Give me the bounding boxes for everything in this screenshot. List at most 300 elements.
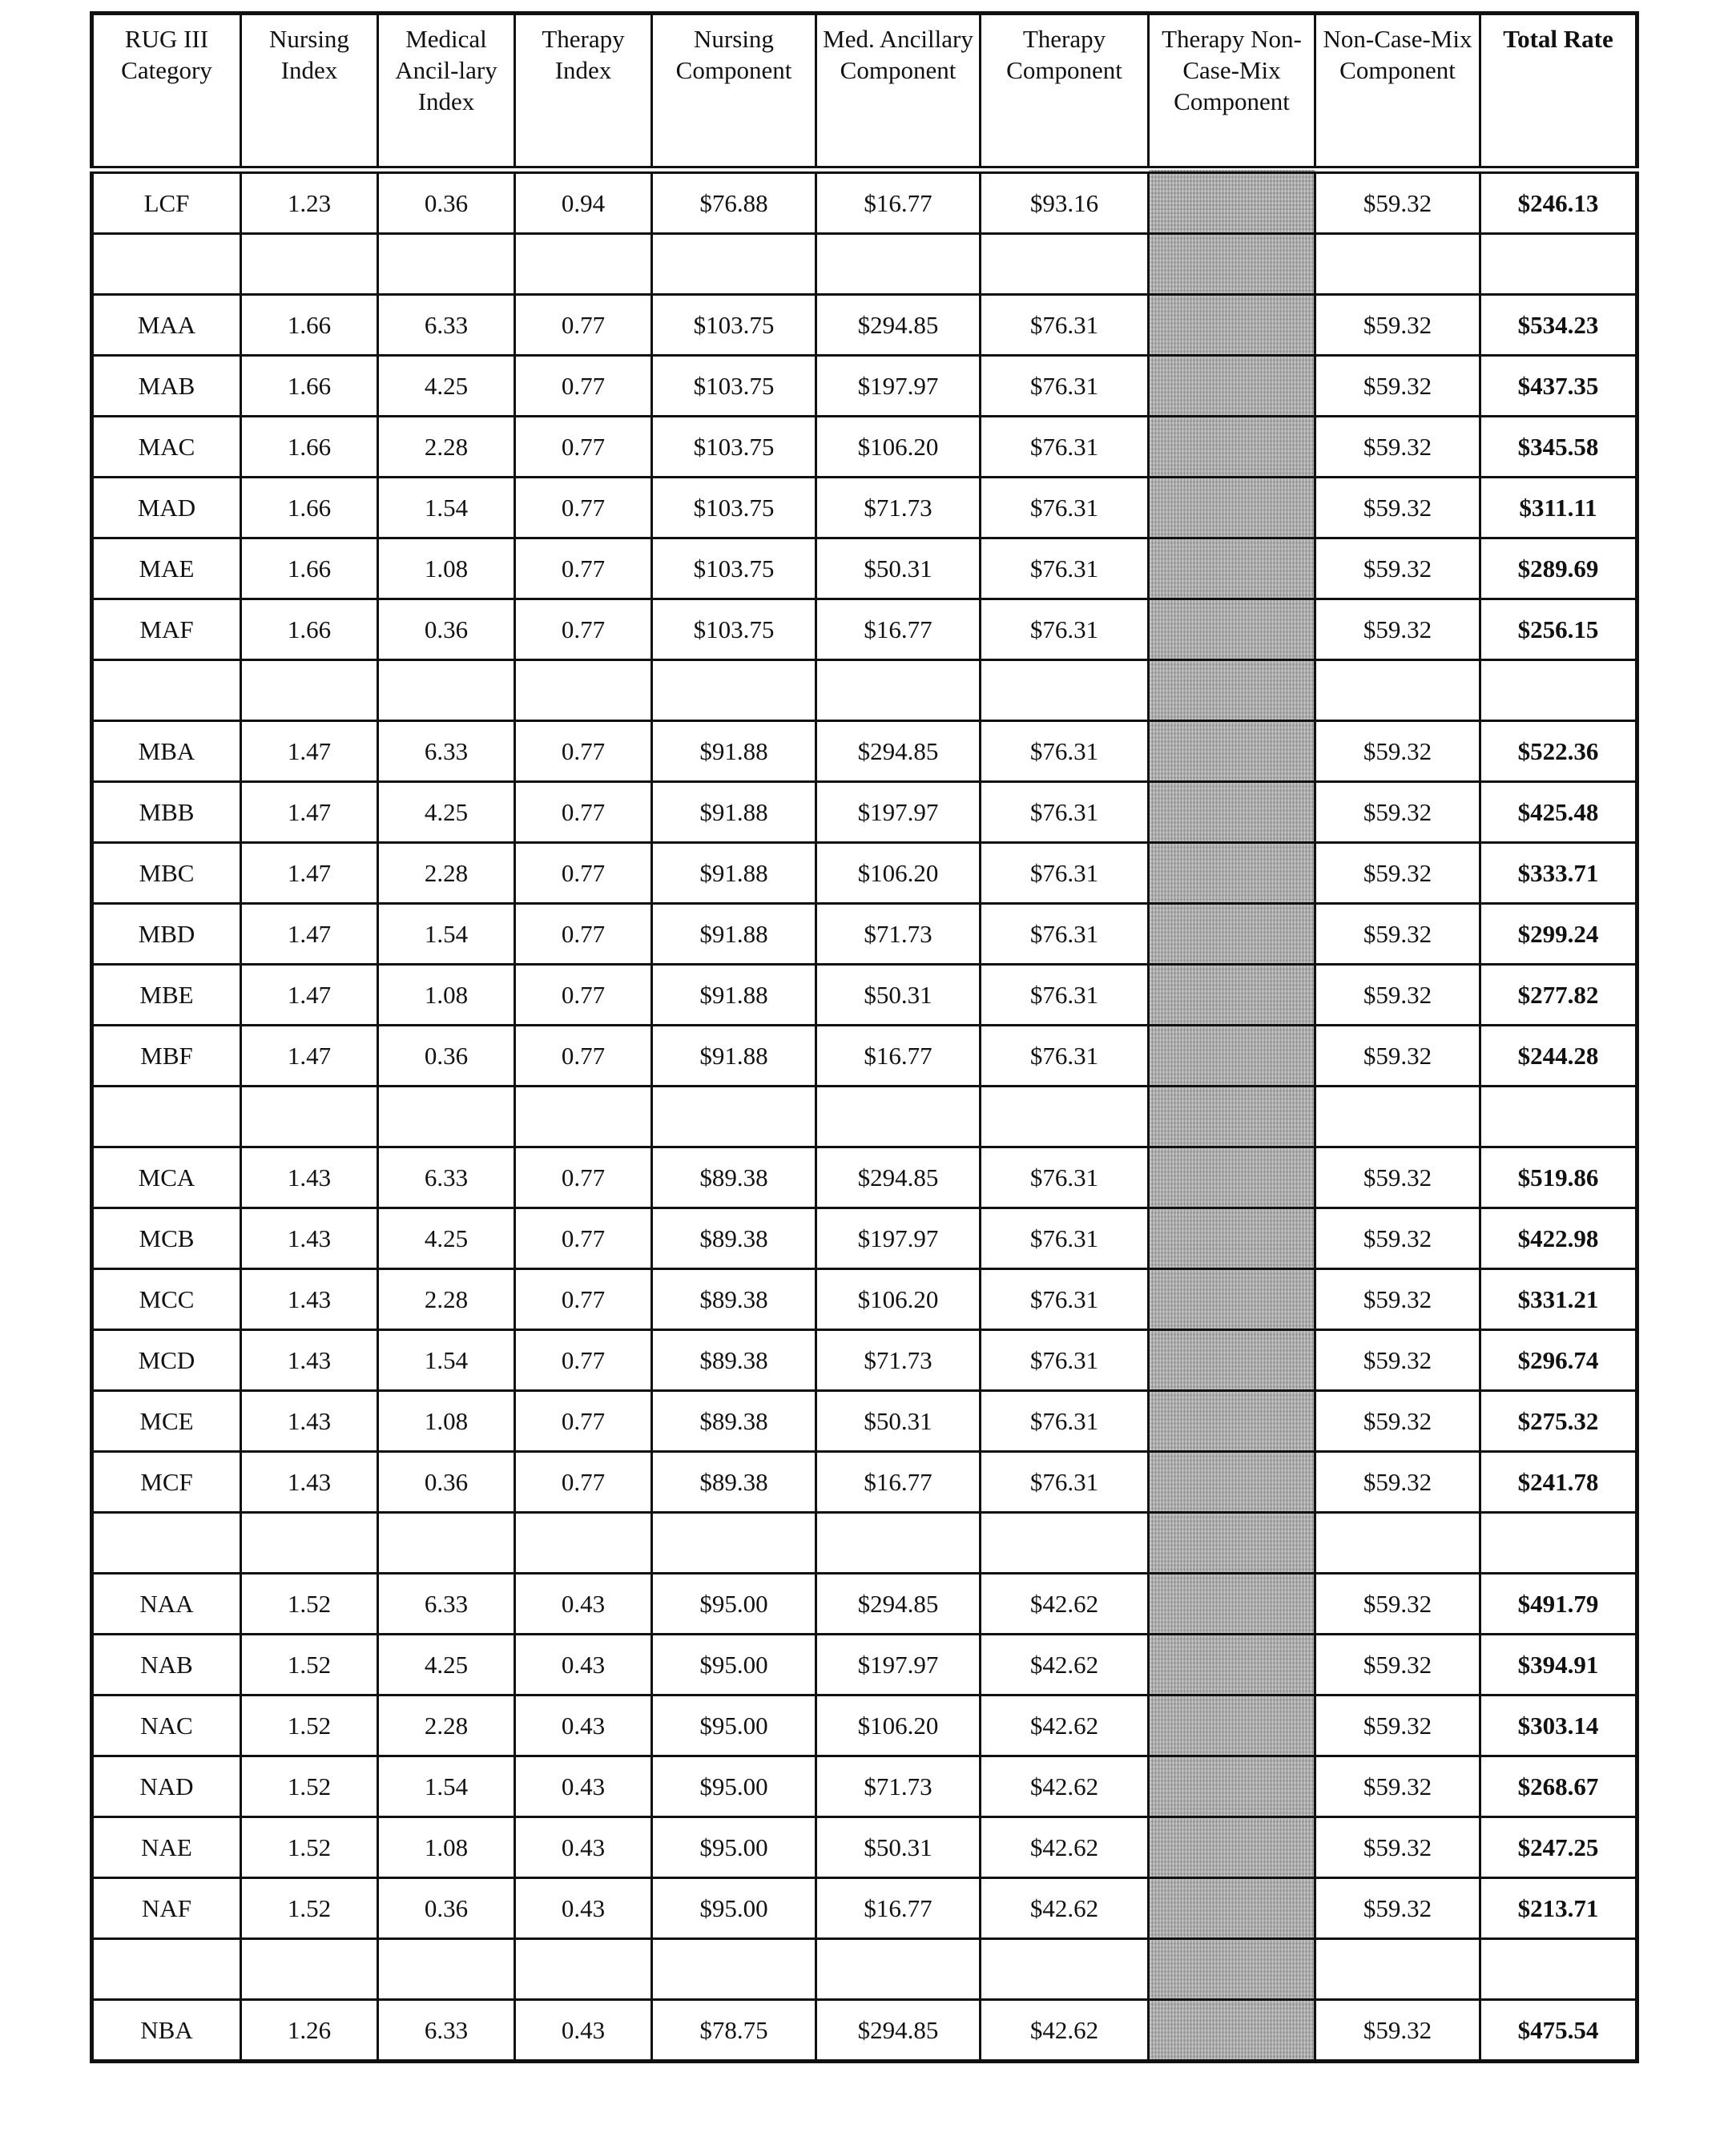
nursing-component-cell: $89.38 — [652, 1330, 816, 1391]
nursing-index-cell: 1.52 — [241, 1756, 378, 1817]
therapy-index-cell: 0.43 — [515, 1574, 652, 1635]
therapy-non-case-mix-component-cell — [1149, 2000, 1315, 2062]
total-rate-cell: $241.78 — [1480, 1452, 1637, 1513]
non-case-mix-component-cell: $59.32 — [1315, 1147, 1480, 1208]
nursing-index-cell: 1.23 — [241, 170, 378, 234]
total-rate-cell: $296.74 — [1480, 1330, 1637, 1391]
therapy-index-cell: 0.43 — [515, 1695, 652, 1756]
nursing-index-cell: 1.52 — [241, 1635, 378, 1695]
category-cell — [92, 660, 241, 721]
category-cell: LCF — [92, 170, 241, 234]
category-cell: MCB — [92, 1208, 241, 1269]
total-rate-cell: $213.71 — [1480, 1878, 1637, 1939]
table-row — [92, 1756, 1637, 1817]
header-therapy-component: Therapy Component — [981, 14, 1149, 171]
therapy-index-cell: 0.77 — [515, 721, 652, 782]
table-row — [92, 904, 1637, 965]
category-cell: MAC — [92, 417, 241, 478]
medical-ancillary-index-cell: 4.25 — [378, 1635, 515, 1695]
nursing-index-cell: 1.66 — [241, 356, 378, 417]
therapy-non-case-mix-component-cell — [1149, 782, 1315, 843]
nursing-component-cell: $95.00 — [652, 1878, 816, 1939]
rug-rate-table — [90, 11, 1639, 2063]
therapy-non-case-mix-component-cell — [1149, 1087, 1315, 1147]
header-non-case-mix-component: Non-Case-Mix Component — [1315, 14, 1480, 171]
therapy-non-case-mix-component-cell — [1149, 478, 1315, 538]
nursing-component-cell: $95.00 — [652, 1574, 816, 1635]
medical-ancillary-index-cell — [378, 660, 515, 721]
nursing-component-cell — [652, 660, 816, 721]
table-row — [92, 417, 1637, 478]
therapy-component-cell: $42.62 — [981, 2000, 1149, 2062]
non-case-mix-component-cell: $59.32 — [1315, 1452, 1480, 1513]
table-row — [92, 843, 1637, 904]
med-ancillary-component-cell: $71.73 — [816, 1756, 981, 1817]
med-ancillary-component-cell: $71.73 — [816, 1330, 981, 1391]
total-rate-cell: $303.14 — [1480, 1695, 1637, 1756]
header-row — [92, 14, 1637, 171]
therapy-component-cell: $76.31 — [981, 965, 1149, 1026]
table-row — [92, 1026, 1637, 1087]
nursing-component-cell: $95.00 — [652, 1756, 816, 1817]
therapy-non-case-mix-component-cell — [1149, 965, 1315, 1026]
total-rate-cell: $277.82 — [1480, 965, 1637, 1026]
therapy-non-case-mix-component-cell — [1149, 1452, 1315, 1513]
medical-ancillary-index-cell: 1.54 — [378, 1756, 515, 1817]
therapy-component-cell: $76.31 — [981, 904, 1149, 965]
nursing-component-cell: $103.75 — [652, 417, 816, 478]
therapy-non-case-mix-component-cell — [1149, 1878, 1315, 1939]
med-ancillary-component-cell: $294.85 — [816, 1574, 981, 1635]
med-ancillary-component-cell: $294.85 — [816, 721, 981, 782]
med-ancillary-component-cell: $197.97 — [816, 782, 981, 843]
total-rate-cell: $256.15 — [1480, 599, 1637, 660]
non-case-mix-component-cell: $59.32 — [1315, 1269, 1480, 1330]
medical-ancillary-index-cell: 2.28 — [378, 417, 515, 478]
therapy-component-cell — [981, 660, 1149, 721]
therapy-component-cell: $76.31 — [981, 1208, 1149, 1269]
therapy-component-cell — [981, 1513, 1149, 1574]
med-ancillary-component-cell: $294.85 — [816, 1147, 981, 1208]
total-rate-cell: $299.24 — [1480, 904, 1637, 965]
therapy-index-cell: 0.77 — [515, 1452, 652, 1513]
non-case-mix-component-cell — [1315, 1939, 1480, 2000]
category-cell: MCF — [92, 1452, 241, 1513]
total-rate-cell: $422.98 — [1480, 1208, 1637, 1269]
medical-ancillary-index-cell: 1.08 — [378, 965, 515, 1026]
therapy-component-cell: $76.31 — [981, 295, 1149, 356]
therapy-non-case-mix-component-cell — [1149, 1756, 1315, 1817]
medical-ancillary-index-cell: 6.33 — [378, 1574, 515, 1635]
header-therapy-index: Therapy Index — [515, 14, 652, 171]
medical-ancillary-index-cell: 1.54 — [378, 478, 515, 538]
medical-ancillary-index-cell — [378, 1087, 515, 1147]
non-case-mix-component-cell — [1315, 234, 1480, 295]
nursing-index-cell: 1.52 — [241, 1817, 378, 1878]
nursing-component-cell: $89.38 — [652, 1147, 816, 1208]
therapy-index-cell: 0.77 — [515, 1026, 652, 1087]
total-rate-cell: $244.28 — [1480, 1026, 1637, 1087]
table-row — [92, 1391, 1637, 1452]
nursing-index-cell: 1.66 — [241, 295, 378, 356]
header-nursing-index: Nursing Index — [241, 14, 378, 171]
non-case-mix-component-cell: $59.32 — [1315, 1208, 1480, 1269]
therapy-index-cell: 0.77 — [515, 356, 652, 417]
med-ancillary-component-cell: $16.77 — [816, 599, 981, 660]
non-case-mix-component-cell: $59.32 — [1315, 1330, 1480, 1391]
therapy-index-cell: 0.77 — [515, 599, 652, 660]
therapy-index-cell: 0.77 — [515, 478, 652, 538]
therapy-component-cell: $42.62 — [981, 1635, 1149, 1695]
therapy-component-cell: $76.31 — [981, 782, 1149, 843]
therapy-index-cell: 0.43 — [515, 1817, 652, 1878]
med-ancillary-component-cell: $106.20 — [816, 1269, 981, 1330]
total-rate-cell — [1480, 1087, 1637, 1147]
non-case-mix-component-cell: $59.32 — [1315, 1756, 1480, 1817]
med-ancillary-component-cell: $294.85 — [816, 2000, 981, 2062]
header-therapy-non-case-mix-component: Therapy Non-Case-Mix Component — [1149, 14, 1315, 171]
category-cell — [92, 234, 241, 295]
table-row — [92, 2000, 1637, 2062]
nursing-index-cell: 1.43 — [241, 1330, 378, 1391]
table-row — [92, 1330, 1637, 1391]
table-row — [92, 1817, 1637, 1878]
table-row — [92, 1147, 1637, 1208]
therapy-non-case-mix-component-cell — [1149, 1330, 1315, 1391]
non-case-mix-component-cell: $59.32 — [1315, 1878, 1480, 1939]
med-ancillary-component-cell — [816, 660, 981, 721]
therapy-non-case-mix-component-cell — [1149, 1269, 1315, 1330]
table-row — [92, 782, 1637, 843]
non-case-mix-component-cell — [1315, 1513, 1480, 1574]
therapy-index-cell: 0.77 — [515, 782, 652, 843]
category-cell: MBB — [92, 782, 241, 843]
non-case-mix-component-cell: $59.32 — [1315, 843, 1480, 904]
total-rate-cell: $534.23 — [1480, 295, 1637, 356]
nursing-component-cell — [652, 1939, 816, 2000]
nursing-component-cell: $103.75 — [652, 295, 816, 356]
med-ancillary-component-cell: $50.31 — [816, 965, 981, 1026]
total-rate-cell — [1480, 660, 1637, 721]
medical-ancillary-index-cell: 1.08 — [378, 538, 515, 599]
medical-ancillary-index-cell: 1.54 — [378, 1330, 515, 1391]
therapy-component-cell: $42.62 — [981, 1756, 1149, 1817]
category-cell: MAF — [92, 599, 241, 660]
table-body — [92, 170, 1637, 2062]
table-row — [92, 478, 1637, 538]
therapy-index-cell: 0.43 — [515, 1756, 652, 1817]
medical-ancillary-index-cell: 0.36 — [378, 170, 515, 234]
therapy-non-case-mix-component-cell — [1149, 1574, 1315, 1635]
nursing-component-cell — [652, 234, 816, 295]
nursing-index-cell — [241, 1939, 378, 2000]
header-nursing-component: Nursing Component — [652, 14, 816, 171]
nursing-component-cell: $89.38 — [652, 1208, 816, 1269]
medical-ancillary-index-cell: 4.25 — [378, 782, 515, 843]
med-ancillary-component-cell: $16.77 — [816, 1452, 981, 1513]
nursing-component-cell: $103.75 — [652, 356, 816, 417]
nursing-index-cell: 1.47 — [241, 721, 378, 782]
medical-ancillary-index-cell — [378, 1939, 515, 2000]
therapy-non-case-mix-component-cell — [1149, 843, 1315, 904]
nursing-component-cell: $103.75 — [652, 599, 816, 660]
table-row — [92, 1878, 1637, 1939]
nursing-component-cell: $89.38 — [652, 1452, 816, 1513]
nursing-index-cell — [241, 1087, 378, 1147]
medical-ancillary-index-cell: 1.08 — [378, 1817, 515, 1878]
therapy-index-cell: 0.77 — [515, 1147, 652, 1208]
non-case-mix-component-cell — [1315, 1087, 1480, 1147]
nursing-index-cell: 1.43 — [241, 1391, 378, 1452]
therapy-non-case-mix-component-cell — [1149, 1695, 1315, 1756]
therapy-non-case-mix-component-cell — [1149, 356, 1315, 417]
category-cell — [92, 1513, 241, 1574]
nursing-index-cell — [241, 1513, 378, 1574]
nursing-component-cell: $95.00 — [652, 1695, 816, 1756]
therapy-index-cell: 0.77 — [515, 965, 652, 1026]
therapy-non-case-mix-component-cell — [1149, 538, 1315, 599]
table-row — [92, 965, 1637, 1026]
nursing-component-cell: $89.38 — [652, 1391, 816, 1452]
category-cell: NAF — [92, 1878, 241, 1939]
category-cell: MCE — [92, 1391, 241, 1452]
non-case-mix-component-cell: $59.32 — [1315, 1026, 1480, 1087]
therapy-component-cell — [981, 1087, 1149, 1147]
therapy-non-case-mix-component-cell — [1149, 1208, 1315, 1269]
table-row — [92, 295, 1637, 356]
table-row — [92, 1269, 1637, 1330]
therapy-component-cell: $42.62 — [981, 1695, 1149, 1756]
therapy-component-cell: $76.31 — [981, 721, 1149, 782]
therapy-non-case-mix-component-cell — [1149, 234, 1315, 295]
nursing-component-cell: $89.38 — [652, 1269, 816, 1330]
therapy-non-case-mix-component-cell — [1149, 660, 1315, 721]
therapy-component-cell — [981, 1939, 1149, 2000]
nursing-index-cell — [241, 234, 378, 295]
non-case-mix-component-cell: $59.32 — [1315, 170, 1480, 234]
therapy-component-cell: $42.62 — [981, 1878, 1149, 1939]
non-case-mix-component-cell: $59.32 — [1315, 1574, 1480, 1635]
total-rate-cell: $311.11 — [1480, 478, 1637, 538]
total-rate-cell: $246.13 — [1480, 170, 1637, 234]
non-case-mix-component-cell: $59.32 — [1315, 295, 1480, 356]
med-ancillary-component-cell: $50.31 — [816, 538, 981, 599]
medical-ancillary-index-cell: 2.28 — [378, 1695, 515, 1756]
nursing-component-cell: $91.88 — [652, 843, 816, 904]
nursing-index-cell: 1.52 — [241, 1695, 378, 1756]
therapy-component-cell: $76.31 — [981, 1330, 1149, 1391]
category-cell: NAA — [92, 1574, 241, 1635]
total-rate-cell: $247.25 — [1480, 1817, 1637, 1878]
nursing-index-cell: 1.43 — [241, 1269, 378, 1330]
category-cell: MBF — [92, 1026, 241, 1087]
non-case-mix-component-cell: $59.32 — [1315, 599, 1480, 660]
nursing-component-cell: $103.75 — [652, 478, 816, 538]
nursing-index-cell: 1.66 — [241, 417, 378, 478]
non-case-mix-component-cell: $59.32 — [1315, 356, 1480, 417]
total-rate-cell: $268.67 — [1480, 1756, 1637, 1817]
med-ancillary-component-cell — [816, 1087, 981, 1147]
therapy-component-cell: $76.31 — [981, 538, 1149, 599]
total-rate-cell: $519.86 — [1480, 1147, 1637, 1208]
med-ancillary-component-cell: $197.97 — [816, 1208, 981, 1269]
medical-ancillary-index-cell: 1.54 — [378, 904, 515, 965]
table-row — [92, 599, 1637, 660]
category-cell: MBC — [92, 843, 241, 904]
category-cell: MAB — [92, 356, 241, 417]
blank-row — [92, 234, 1637, 295]
therapy-index-cell — [515, 1513, 652, 1574]
non-case-mix-component-cell: $59.32 — [1315, 1391, 1480, 1452]
therapy-non-case-mix-component-cell — [1149, 1635, 1315, 1695]
nursing-component-cell: $91.88 — [652, 1026, 816, 1087]
header-total-rate: Total Rate — [1480, 14, 1637, 171]
med-ancillary-component-cell: $106.20 — [816, 843, 981, 904]
category-cell — [92, 1939, 241, 2000]
total-rate-cell — [1480, 1513, 1637, 1574]
medical-ancillary-index-cell: 6.33 — [378, 2000, 515, 2062]
category-cell: MAD — [92, 478, 241, 538]
therapy-index-cell: 0.43 — [515, 1635, 652, 1695]
header-med-ancillary-component: Med. Ancillary Component — [816, 14, 981, 171]
nursing-index-cell: 1.43 — [241, 1208, 378, 1269]
category-cell: MCC — [92, 1269, 241, 1330]
med-ancillary-component-cell: $16.77 — [816, 1026, 981, 1087]
med-ancillary-component-cell: $197.97 — [816, 1635, 981, 1695]
medical-ancillary-index-cell: 6.33 — [378, 1147, 515, 1208]
nursing-component-cell: $103.75 — [652, 538, 816, 599]
therapy-index-cell — [515, 1939, 652, 2000]
nursing-index-cell: 1.43 — [241, 1147, 378, 1208]
therapy-component-cell: $42.62 — [981, 1574, 1149, 1635]
header-medical-ancillary-index: Medical Ancil-lary Index — [378, 14, 515, 171]
nursing-component-cell: $91.88 — [652, 782, 816, 843]
total-rate-cell: $437.35 — [1480, 356, 1637, 417]
therapy-index-cell: 0.77 — [515, 843, 652, 904]
therapy-non-case-mix-component-cell — [1149, 1939, 1315, 2000]
therapy-index-cell: 0.77 — [515, 1269, 652, 1330]
nursing-index-cell: 1.66 — [241, 478, 378, 538]
non-case-mix-component-cell: $59.32 — [1315, 1817, 1480, 1878]
blank-row — [92, 1087, 1637, 1147]
non-case-mix-component-cell: $59.32 — [1315, 904, 1480, 965]
medical-ancillary-index-cell — [378, 1513, 515, 1574]
category-cell: MBA — [92, 721, 241, 782]
non-case-mix-component-cell: $59.32 — [1315, 538, 1480, 599]
blank-row — [92, 1513, 1637, 1574]
non-case-mix-component-cell: $59.32 — [1315, 2000, 1480, 2062]
therapy-component-cell: $76.31 — [981, 356, 1149, 417]
therapy-index-cell: 0.77 — [515, 1391, 652, 1452]
non-case-mix-component-cell: $59.32 — [1315, 1695, 1480, 1756]
medical-ancillary-index-cell — [378, 234, 515, 295]
therapy-non-case-mix-component-cell — [1149, 1817, 1315, 1878]
nursing-component-cell: $95.00 — [652, 1635, 816, 1695]
therapy-non-case-mix-component-cell — [1149, 599, 1315, 660]
nursing-index-cell — [241, 660, 378, 721]
medical-ancillary-index-cell: 0.36 — [378, 1026, 515, 1087]
therapy-index-cell: 0.77 — [515, 538, 652, 599]
therapy-component-cell: $76.31 — [981, 478, 1149, 538]
medical-ancillary-index-cell: 6.33 — [378, 295, 515, 356]
total-rate-cell: $331.21 — [1480, 1269, 1637, 1330]
table-row — [92, 170, 1637, 234]
medical-ancillary-index-cell: 4.25 — [378, 356, 515, 417]
therapy-index-cell: 0.43 — [515, 1878, 652, 1939]
table-row — [92, 1695, 1637, 1756]
therapy-component-cell: $76.31 — [981, 1391, 1149, 1452]
therapy-component-cell: $93.16 — [981, 170, 1149, 234]
category-cell: MBE — [92, 965, 241, 1026]
category-cell: MBD — [92, 904, 241, 965]
therapy-non-case-mix-component-cell — [1149, 170, 1315, 234]
med-ancillary-component-cell: $106.20 — [816, 1695, 981, 1756]
non-case-mix-component-cell — [1315, 660, 1480, 721]
nursing-component-cell: $91.88 — [652, 904, 816, 965]
medical-ancillary-index-cell: 4.25 — [378, 1208, 515, 1269]
medical-ancillary-index-cell: 2.28 — [378, 1269, 515, 1330]
therapy-non-case-mix-component-cell — [1149, 904, 1315, 965]
total-rate-cell: $275.32 — [1480, 1391, 1637, 1452]
category-cell: MAE — [92, 538, 241, 599]
nursing-index-cell: 1.26 — [241, 2000, 378, 2062]
table-row — [92, 1208, 1637, 1269]
med-ancillary-component-cell: $294.85 — [816, 295, 981, 356]
nursing-index-cell: 1.47 — [241, 904, 378, 965]
category-cell: NAC — [92, 1695, 241, 1756]
category-cell: NAD — [92, 1756, 241, 1817]
med-ancillary-component-cell: $197.97 — [816, 356, 981, 417]
medical-ancillary-index-cell: 2.28 — [378, 843, 515, 904]
med-ancillary-component-cell: $50.31 — [816, 1391, 981, 1452]
table-row — [92, 1635, 1637, 1695]
nursing-component-cell: $91.88 — [652, 965, 816, 1026]
total-rate-cell: $491.79 — [1480, 1574, 1637, 1635]
therapy-index-cell: 0.77 — [515, 904, 652, 965]
med-ancillary-component-cell — [816, 1513, 981, 1574]
total-rate-cell — [1480, 1939, 1637, 2000]
category-cell: NAE — [92, 1817, 241, 1878]
total-rate-cell: $289.69 — [1480, 538, 1637, 599]
med-ancillary-component-cell: $50.31 — [816, 1817, 981, 1878]
total-rate-cell: $522.36 — [1480, 721, 1637, 782]
therapy-component-cell: $76.31 — [981, 1026, 1149, 1087]
therapy-non-case-mix-component-cell — [1149, 1026, 1315, 1087]
medical-ancillary-index-cell: 1.08 — [378, 1391, 515, 1452]
therapy-index-cell: 0.77 — [515, 1208, 652, 1269]
nursing-index-cell: 1.47 — [241, 965, 378, 1026]
non-case-mix-component-cell: $59.32 — [1315, 1635, 1480, 1695]
nursing-component-cell: $76.88 — [652, 170, 816, 234]
therapy-non-case-mix-component-cell — [1149, 721, 1315, 782]
therapy-index-cell: 0.43 — [515, 2000, 652, 2062]
nursing-component-cell: $78.75 — [652, 2000, 816, 2062]
therapy-index-cell: 0.77 — [515, 417, 652, 478]
therapy-component-cell: $42.62 — [981, 1817, 1149, 1878]
therapy-non-case-mix-component-cell — [1149, 1513, 1315, 1574]
category-cell: MCA — [92, 1147, 241, 1208]
medical-ancillary-index-cell: 6.33 — [378, 721, 515, 782]
total-rate-cell: $345.58 — [1480, 417, 1637, 478]
med-ancillary-component-cell — [816, 234, 981, 295]
nursing-component-cell: $91.88 — [652, 721, 816, 782]
medical-ancillary-index-cell: 0.36 — [378, 1452, 515, 1513]
nursing-index-cell: 1.66 — [241, 599, 378, 660]
medical-ancillary-index-cell: 0.36 — [378, 599, 515, 660]
nursing-index-cell: 1.47 — [241, 782, 378, 843]
nursing-index-cell: 1.52 — [241, 1878, 378, 1939]
table-row — [92, 538, 1637, 599]
